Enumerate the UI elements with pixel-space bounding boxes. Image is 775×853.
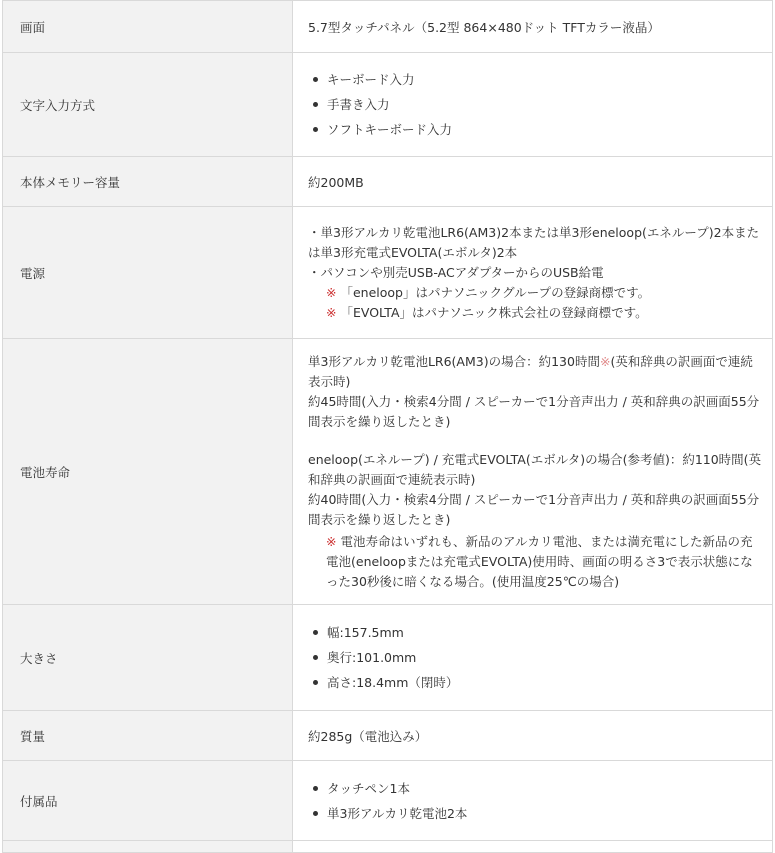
bullet-icon	[313, 655, 318, 660]
row-size	[3, 605, 773, 711]
row-battery	[3, 339, 773, 605]
value-weight: 約285g（電池込み）	[293, 711, 773, 761]
list-item: ソフトキーボード入力	[308, 117, 762, 142]
power-line-1: ・単3形アルカリ乾電池LR6(AM3)2本または単3形eneloop(エネループ)2本または単3形充電式EVOLTA(エボルタ)2本	[308, 224, 760, 260]
label-memory: 本体メモリー容量	[3, 157, 293, 207]
spec-table	[2, 0, 773, 853]
power-line-2: ・パソコンや別売USB-ACアダプターからのUSB給電	[308, 264, 604, 280]
value-screen: 5.7型タッチパネル（5.2型 864×480ドット TFTカラー液晶）	[293, 1, 773, 53]
label-input: 文字入力方式	[3, 53, 293, 157]
list-item: 単3形アルカリ乾電池2本	[308, 801, 762, 826]
value-memory: 約200MB	[293, 157, 773, 207]
list-item: 幅:157.5mm	[308, 620, 762, 645]
list-item: キーボード入力	[308, 67, 762, 92]
bullet-icon	[313, 811, 318, 816]
row-weight	[3, 711, 773, 761]
value-power	[293, 207, 773, 339]
label-battery: 電池寿命	[3, 339, 293, 605]
row-accessories	[3, 761, 773, 841]
row-screen	[3, 1, 773, 53]
value-battery	[293, 339, 773, 605]
bullet-icon	[313, 77, 318, 82]
value-accessories	[293, 761, 773, 841]
battery-para-3: eneloop(エネループ) / 充電式EVOLTA(エボルタ)の場合(参考値)：約110時間(英和辞典の訳画面で連続表示時)	[308, 451, 762, 487]
label-size: 大きさ	[3, 605, 293, 711]
list-item: 高さ:18.4mm（閉時）	[308, 670, 762, 695]
bullet-icon	[313, 127, 318, 132]
value-size	[293, 605, 773, 711]
battery-note: ※ 電池寿命はいずれも、新品のアルカリ電池、または満充電にした新品の充電池(eneloopまたは充電式EVOLTA)使用時、画面の明るさ3で表示状態になった30秒後に暗くなる場合。(使用温度25℃の場合)	[326, 533, 753, 589]
battery-para-4: 約40時間(入力・検索4分間 / スピーカーで1分音声出力 / 英和辞典の訳画面55分間表示を繰り返したとき)	[308, 491, 760, 527]
row-input	[3, 53, 773, 157]
battery-para-1: 単3形アルカリ乾電池LR6(AM3)の場合：約130時間※(英和辞典の訳画面で連続表示時)	[308, 353, 753, 389]
bullet-icon	[313, 630, 318, 635]
list-item: タッチペン1本	[308, 776, 762, 801]
label-weight: 質量	[3, 711, 293, 761]
power-note-1: ※ 「eneloop」はパナソニックグループの登録商標です。	[326, 284, 651, 300]
label-power: 電源	[3, 207, 293, 339]
list-item: 奥行:101.0mm	[308, 645, 762, 670]
battery-para-2: 約45時間(入力・検索4分間 / スピーカーで1分音声出力 / 英和辞典の訳画面55分間表示を繰り返したとき)	[308, 393, 760, 429]
label-accessories: 付属品	[3, 761, 293, 841]
bullet-icon	[313, 786, 318, 791]
bullet-icon	[313, 680, 318, 685]
value-input	[293, 53, 773, 157]
power-note-2: ※ 「EVOLTA」はパナソニック株式会社の登録商標です。	[326, 304, 648, 320]
row-empty	[3, 841, 773, 853]
list-item: 手書き入力	[308, 92, 762, 117]
row-power	[3, 207, 773, 339]
label-screen: 画面	[3, 1, 293, 53]
row-memory	[3, 157, 773, 207]
bullet-icon	[313, 102, 318, 107]
